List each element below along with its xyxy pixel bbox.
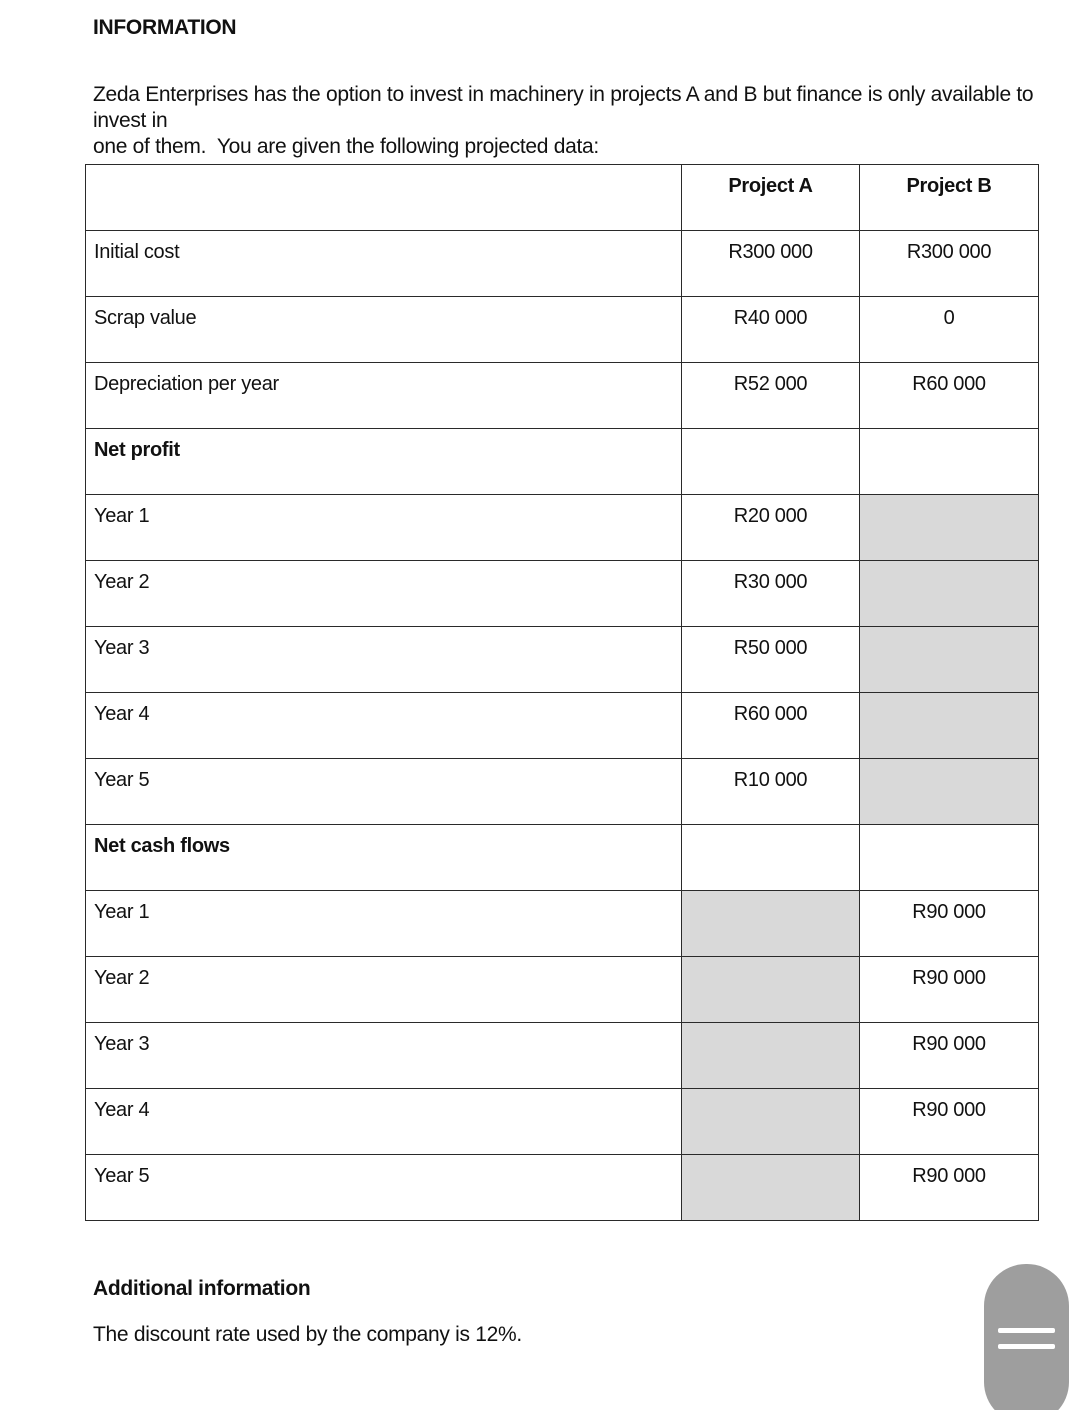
shaded-cell xyxy=(682,1089,860,1155)
section-row-net-cash-flows xyxy=(86,825,1039,891)
section-label: Net profit xyxy=(86,429,682,495)
row-label: Year 3 xyxy=(86,627,682,693)
row-label: Scrap value xyxy=(86,297,682,363)
shaded-cell xyxy=(682,957,860,1023)
project-a-value: R10 000 xyxy=(682,759,860,825)
row-label: Year 5 xyxy=(86,1155,682,1221)
project-a-value xyxy=(682,429,860,495)
project-a-value: R60 000 xyxy=(682,693,860,759)
table-row xyxy=(86,1155,1039,1221)
project-b-value: 0 xyxy=(860,297,1039,363)
row-label: Depreciation per year xyxy=(86,363,682,429)
table-row xyxy=(86,957,1039,1023)
project-a-value: R50 000 xyxy=(682,627,860,693)
row-label: Year 5 xyxy=(86,759,682,825)
project-b-value: R60 000 xyxy=(860,363,1039,429)
row-label: Year 1 xyxy=(86,891,682,957)
project-a-value: R52 000 xyxy=(682,363,860,429)
project-b-value: R300 000 xyxy=(860,231,1039,297)
page-heading: INFORMATION xyxy=(93,16,237,39)
table-row xyxy=(86,231,1039,297)
handle-bar xyxy=(998,1328,1055,1333)
projected-data-table xyxy=(85,164,1039,1221)
row-label: Year 2 xyxy=(86,561,682,627)
table-row xyxy=(86,891,1039,957)
shaded-cell xyxy=(860,693,1039,759)
project-b-value: R90 000 xyxy=(860,1023,1039,1089)
additional-info-heading: Additional information xyxy=(93,1277,311,1300)
table-row xyxy=(86,693,1039,759)
shaded-cell xyxy=(682,1155,860,1221)
row-label: Year 4 xyxy=(86,1089,682,1155)
table-header-row xyxy=(86,165,1039,231)
shaded-cell xyxy=(860,561,1039,627)
additional-info-text: The discount rate used by the company is 12%. xyxy=(93,1323,522,1346)
intro-paragraph: Zeda Enterprises has the option to invest in machinery in projects A and B but finance is only available to invest in one of them. You are given the following projected data: xyxy=(93,83,1034,158)
project-a-value: R20 000 xyxy=(682,495,860,561)
shaded-cell xyxy=(682,1023,860,1089)
row-label: Year 2 xyxy=(86,957,682,1023)
project-b-value: R90 000 xyxy=(860,1089,1039,1155)
table-row xyxy=(86,561,1039,627)
project-a-value: R40 000 xyxy=(682,297,860,363)
row-label: Initial cost xyxy=(86,231,682,297)
project-b-value: R90 000 xyxy=(860,1155,1039,1221)
table-row xyxy=(86,363,1039,429)
project-a-value xyxy=(682,825,860,891)
handle-bar xyxy=(998,1344,1055,1349)
drag-handle-icon[interactable] xyxy=(984,1264,1069,1410)
header-empty-cell xyxy=(86,165,682,231)
project-b-value: R90 000 xyxy=(860,891,1039,957)
section-row-net-profit xyxy=(86,429,1039,495)
table-row xyxy=(86,297,1039,363)
section-label: Net cash flows xyxy=(86,825,682,891)
table-row xyxy=(86,495,1039,561)
project-b-value xyxy=(860,825,1039,891)
project-b-value xyxy=(860,429,1039,495)
header-project-b: Project B xyxy=(860,165,1039,231)
row-label: Year 3 xyxy=(86,1023,682,1089)
header-project-a: Project A xyxy=(682,165,860,231)
shaded-cell xyxy=(860,495,1039,561)
shaded-cell xyxy=(682,891,860,957)
table-row xyxy=(86,1023,1039,1089)
row-label: Year 1 xyxy=(86,495,682,561)
shaded-cell xyxy=(860,627,1039,693)
table-row xyxy=(86,1089,1039,1155)
project-a-value: R30 000 xyxy=(682,561,860,627)
table-row xyxy=(86,627,1039,693)
project-a-value: R300 000 xyxy=(682,231,860,297)
shaded-cell xyxy=(860,759,1039,825)
project-b-value: R90 000 xyxy=(860,957,1039,1023)
table-row xyxy=(86,759,1039,825)
row-label: Year 4 xyxy=(86,693,682,759)
